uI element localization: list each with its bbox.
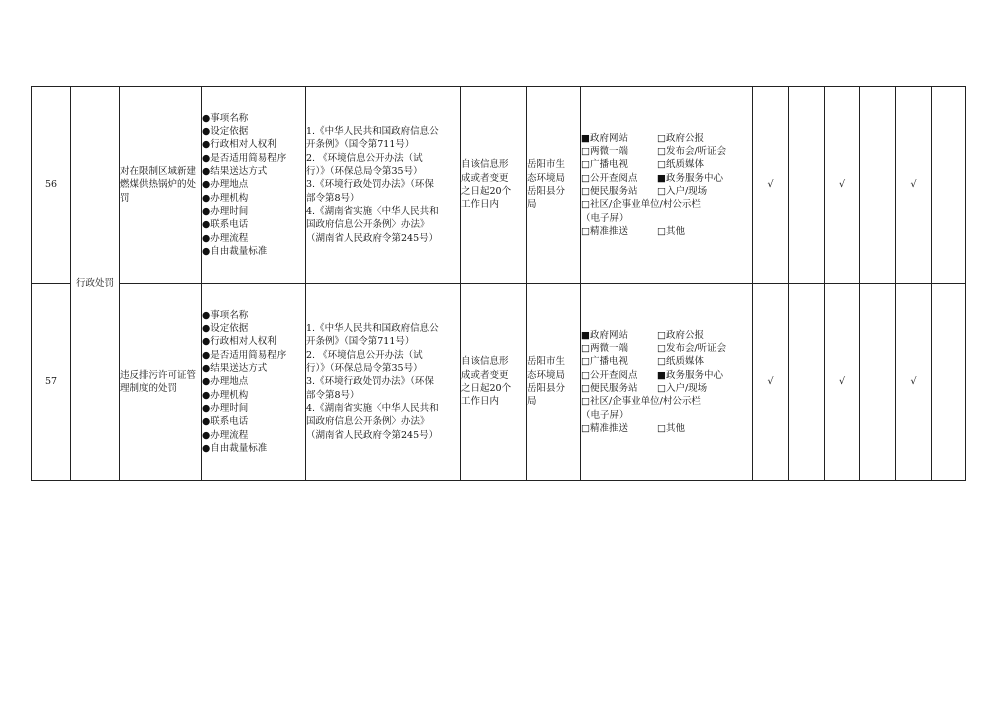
content-item: ●结果送达方式 bbox=[202, 363, 268, 375]
check-mark: √ bbox=[825, 284, 860, 481]
time-line: 之日起20个 bbox=[461, 383, 512, 394]
channel-option: □精准推送 bbox=[581, 225, 628, 237]
check-mark bbox=[789, 284, 825, 481]
channel-option: □纸质媒体 bbox=[657, 159, 704, 171]
channel-option: □社区/企事业单位/村公示栏 bbox=[581, 199, 701, 211]
time-limit bbox=[461, 87, 527, 284]
content-item: ●行政相对人权利 bbox=[202, 139, 277, 151]
basis-line: 3.《环境行政处罚办法》（环保 bbox=[306, 179, 434, 191]
content-item: ●办理时间 bbox=[202, 205, 249, 217]
channel-option: □政府公报 bbox=[657, 329, 704, 341]
channel-option: □两微一端 bbox=[581, 343, 628, 355]
subject-line: 岳阳县分 bbox=[527, 186, 566, 197]
channel-option: □入户/现场 bbox=[657, 383, 708, 394]
content-item: ●事项名称 bbox=[202, 112, 249, 124]
check-mark bbox=[932, 87, 966, 284]
channel-option: ■政府网站 bbox=[581, 329, 628, 341]
channel-option: □社区/企事业单位/村公示栏 bbox=[581, 396, 701, 408]
content-item: ●办理流程 bbox=[202, 232, 249, 244]
basis-list bbox=[306, 284, 461, 481]
channel-option: □便民服务站 bbox=[581, 186, 638, 197]
check-mark: √ bbox=[896, 87, 932, 284]
content-item: ●办理流程 bbox=[202, 429, 249, 441]
content-item: ●办理地点 bbox=[202, 376, 249, 388]
basis-list bbox=[306, 87, 461, 284]
basis-line: 行）》（环保总局令第35号） bbox=[306, 363, 423, 375]
category-cell: 行政处罚 bbox=[71, 87, 120, 481]
channel-option: □广播电视 bbox=[581, 356, 628, 368]
channel-option: □其他 bbox=[657, 225, 685, 237]
content-item: ●事项名称 bbox=[202, 309, 249, 321]
basis-line: （湖南省人民政府令第245号） bbox=[306, 232, 439, 244]
channel-option: □政府公报 bbox=[657, 132, 704, 144]
channel-option: □两微一端 bbox=[581, 146, 628, 158]
basis-line: 2. 《环境信息公开办法（试 bbox=[306, 349, 423, 361]
content-item: ●结果送达方式 bbox=[202, 166, 268, 178]
subject bbox=[527, 87, 581, 284]
content-list bbox=[202, 87, 306, 284]
channel-option: □发布会/听证会 bbox=[657, 343, 727, 355]
check-mark: √ bbox=[825, 87, 860, 284]
check-mark bbox=[860, 284, 896, 481]
channel-option: □纸质媒体 bbox=[657, 356, 704, 368]
channels-cell bbox=[581, 87, 753, 284]
channel-option: （电子屏） bbox=[581, 212, 629, 224]
basis-line: 3.《环境行政处罚办法》（环保 bbox=[306, 376, 434, 388]
content-item: ●办理时间 bbox=[202, 402, 249, 414]
basis-line: 国政府信息公开条例〉办法》 bbox=[306, 416, 430, 428]
content-item: ●联系电话 bbox=[202, 416, 249, 428]
time-line: 之日起20个 bbox=[461, 186, 512, 197]
basis-line: （湖南省人民政府令第245号） bbox=[306, 429, 439, 441]
subject-line: 态环境局 bbox=[527, 172, 566, 184]
channel-option: □入户/现场 bbox=[657, 186, 708, 197]
channel-option: □便民服务站 bbox=[581, 383, 638, 394]
basis-line: 2. 《环境信息公开办法（试 bbox=[306, 152, 423, 164]
time-line: 成或者变更 bbox=[461, 369, 509, 381]
time-line: 工作日内 bbox=[461, 199, 500, 211]
subject-line: 态环境局 bbox=[527, 369, 566, 381]
channel-option: （电子屏） bbox=[581, 409, 629, 421]
table-row bbox=[32, 87, 966, 284]
channel-option: □公开查阅点 bbox=[581, 369, 638, 381]
item-name: 对在限制区域新建燃煤供热锅炉的处罚 bbox=[120, 87, 202, 284]
channel-option: □公开查阅点 bbox=[581, 172, 638, 184]
channel-option: □其他 bbox=[657, 422, 685, 434]
time-line: 工作日内 bbox=[461, 396, 500, 408]
disclosure-table bbox=[31, 86, 966, 481]
content-item: ●行政相对人权利 bbox=[202, 336, 277, 348]
channels-cell bbox=[581, 284, 753, 481]
basis-line: 开条例》（国令第711号） bbox=[306, 336, 415, 348]
channels-grid bbox=[581, 132, 752, 238]
subject-line: 岳阳县分 bbox=[527, 383, 566, 394]
channel-option: □广播电视 bbox=[581, 159, 628, 171]
content-item: ●办理地点 bbox=[202, 179, 249, 191]
basis-line: 4.《湖南省实施〈中华人民共和 bbox=[306, 402, 439, 414]
content-item: ●设定依据 bbox=[202, 323, 249, 335]
content-item: ●是否适用简易程序 bbox=[202, 152, 287, 164]
basis-line: 1.《中华人民共和国政府信息公 bbox=[306, 126, 439, 138]
subject-line: 局 bbox=[527, 396, 537, 408]
basis-line: 部令第8号） bbox=[306, 389, 360, 401]
row-number: 57 bbox=[32, 284, 71, 481]
basis-line: 1.《中华人民共和国政府信息公 bbox=[306, 323, 439, 335]
content-item: ●自由裁量标准 bbox=[202, 442, 268, 454]
channel-option: □发布会/听证会 bbox=[657, 146, 727, 158]
check-mark bbox=[860, 87, 896, 284]
content-item: ●办理机构 bbox=[202, 192, 249, 204]
row-number: 56 bbox=[32, 87, 71, 284]
content-item: ●联系电话 bbox=[202, 219, 249, 231]
content-item: ●是否适用简易程序 bbox=[202, 349, 287, 361]
time-line: 成或者变更 bbox=[461, 172, 509, 184]
time-limit bbox=[461, 284, 527, 481]
subject-line: 岳阳市生 bbox=[527, 356, 566, 368]
basis-line: 国政府信息公开条例〉办法》 bbox=[306, 219, 430, 231]
subject bbox=[527, 284, 581, 481]
table-body bbox=[32, 87, 966, 481]
check-mark bbox=[789, 87, 825, 284]
channel-option: ■政务服务中心 bbox=[657, 172, 723, 184]
content-item: ●自由裁量标准 bbox=[202, 245, 268, 257]
content-list bbox=[202, 284, 306, 481]
basis-line: 部令第8号） bbox=[306, 192, 360, 204]
check-mark: √ bbox=[896, 284, 932, 481]
channel-option: ■政府网站 bbox=[581, 132, 628, 144]
check-mark bbox=[932, 284, 966, 481]
channels-grid bbox=[581, 329, 752, 435]
content-item: ●设定依据 bbox=[202, 126, 249, 138]
time-line: 自该信息形 bbox=[461, 159, 509, 171]
basis-line: 行）》（环保总局令第35号） bbox=[306, 166, 423, 178]
check-mark: √ bbox=[753, 87, 789, 284]
check-mark: √ bbox=[753, 284, 789, 481]
item-name: 违反排污许可证管理制度的处罚 bbox=[120, 284, 202, 481]
channel-option: ■政务服务中心 bbox=[657, 369, 723, 381]
basis-line: 开条例》（国令第711号） bbox=[306, 139, 415, 151]
channel-option: □精准推送 bbox=[581, 422, 628, 434]
subject-line: 局 bbox=[527, 199, 537, 211]
basis-line: 4.《湖南省实施〈中华人民共和 bbox=[306, 205, 439, 217]
time-line: 自该信息形 bbox=[461, 356, 509, 368]
subject-line: 岳阳市生 bbox=[527, 159, 566, 171]
table-row bbox=[32, 284, 966, 481]
content-item: ●办理机构 bbox=[202, 389, 249, 401]
